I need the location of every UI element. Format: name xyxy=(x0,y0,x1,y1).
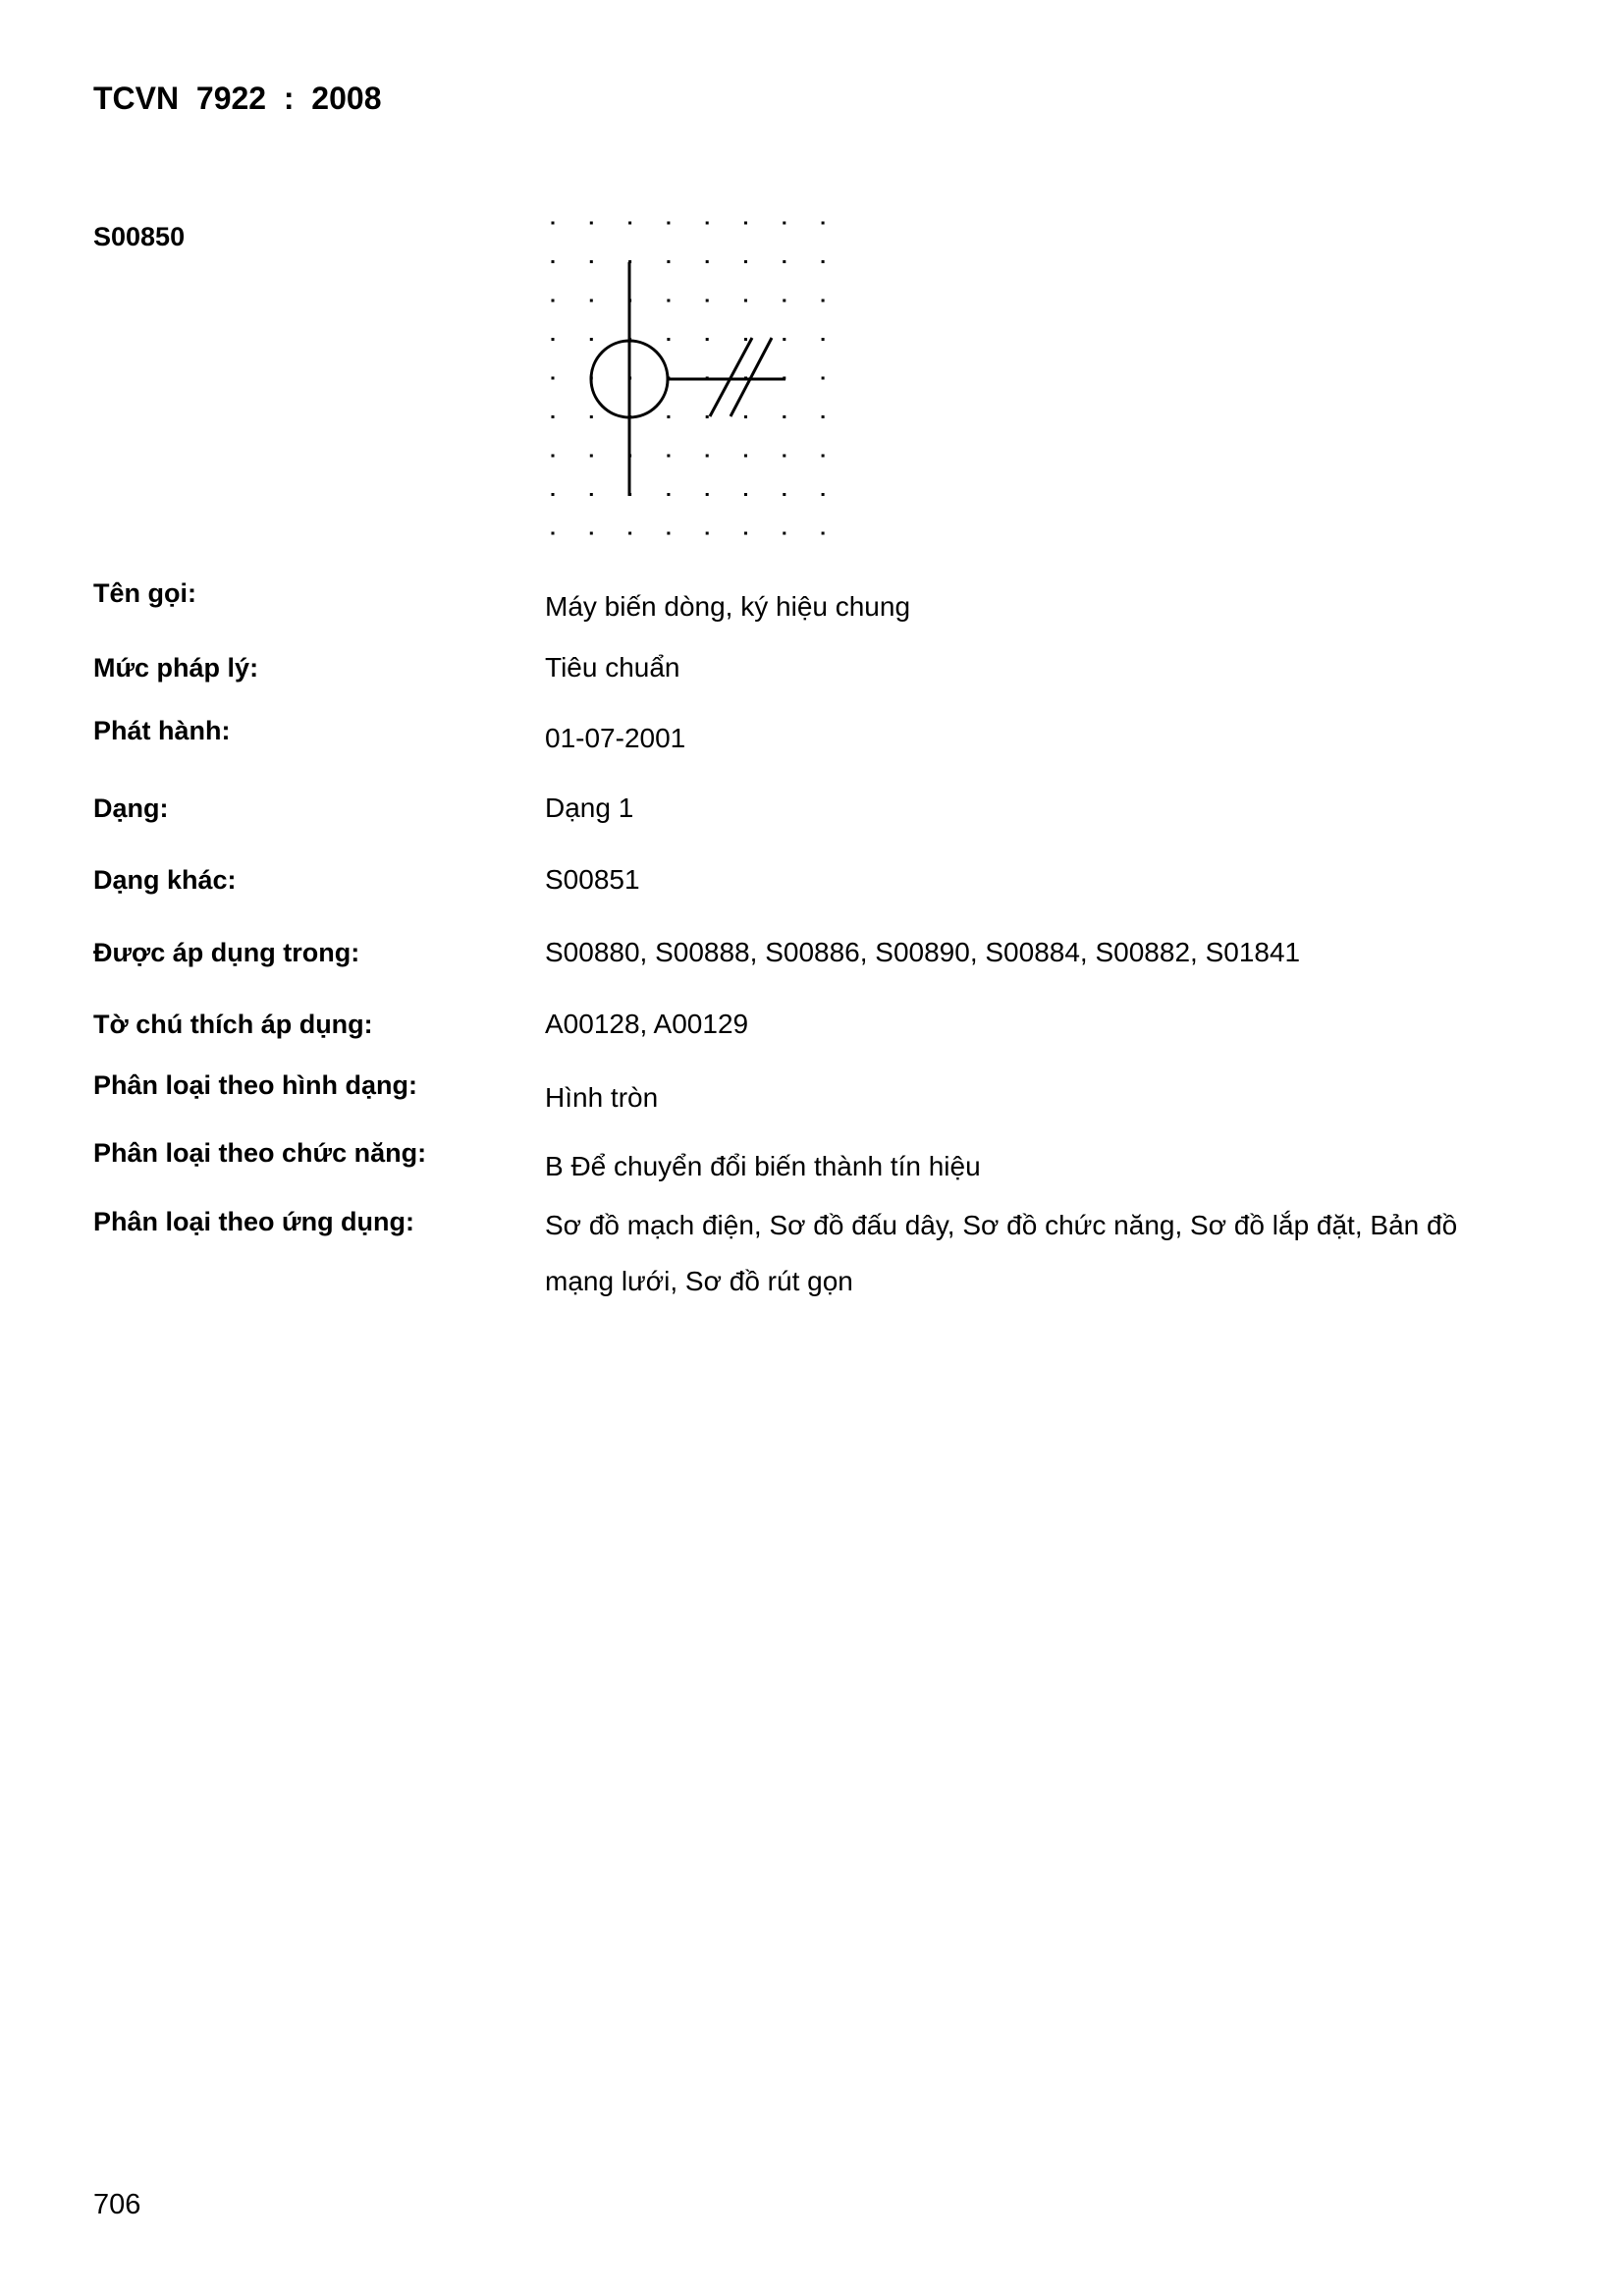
field-value-function-classification: B Để chuyển đổi biến thành tín hiệu xyxy=(545,1151,981,1181)
symbol-drawing xyxy=(591,262,785,496)
field-value-application-classification: Sơ đồ mạch điện, Sơ đồ đấu dây, Sơ đồ chức năng, Sơ đồ lắp đặt, Bản đồ mạng lưới, Sơ đồ rút gọn xyxy=(545,1210,1458,1296)
symbol-code: S00850 xyxy=(93,222,186,251)
grid-dot xyxy=(590,300,593,302)
grid-dot xyxy=(590,260,593,263)
grid-dot xyxy=(822,455,825,458)
field-value-legal-level: Tiêu chuẩn xyxy=(545,652,680,683)
grid-dot xyxy=(552,455,555,458)
grid-dot xyxy=(822,377,825,380)
field-label-annotation-sheets: Tờ chú thích áp dụng: xyxy=(93,1010,373,1039)
grid-dot xyxy=(706,222,709,225)
field-label-other-form: Dạng khác: xyxy=(93,865,237,895)
field-label-function-classification: Phân loại theo chức năng: xyxy=(93,1138,427,1168)
field-value-applied-in: S00880, S00888, S00886, S00890, S00884, S00882, S01841 xyxy=(545,937,1301,967)
grid-dot xyxy=(783,300,785,302)
field-label-shape-classification: Phân loại theo hình dạng: xyxy=(93,1070,417,1100)
grid-dot xyxy=(744,415,747,418)
grid-dot xyxy=(628,532,631,535)
field-label-applied-in: Được áp dụng trong: xyxy=(93,938,360,967)
grid-dot xyxy=(783,222,785,225)
grid-dot xyxy=(744,222,747,225)
grid-dot xyxy=(667,415,670,418)
grid-dot xyxy=(552,338,555,341)
grid-dot xyxy=(552,415,555,418)
field-value-issued: 01-07-2001 xyxy=(545,723,686,753)
current-transformer-symbol-icon xyxy=(530,196,854,560)
grid-dot xyxy=(590,222,593,225)
grid-dot xyxy=(783,532,785,535)
grid-dot xyxy=(822,300,825,302)
grid-dot xyxy=(822,222,825,225)
grid-dot xyxy=(667,455,670,458)
field-value-annotation-sheets: A00128, A00129 xyxy=(545,1009,749,1039)
grid-dot xyxy=(552,222,555,225)
grid-dot xyxy=(667,493,670,496)
grid-dot xyxy=(822,532,825,535)
field-value-form: Dạng 1 xyxy=(545,793,634,823)
grid-dot xyxy=(744,260,747,263)
grid-dot xyxy=(590,338,593,341)
grid-dot xyxy=(783,455,785,458)
grid-dot xyxy=(706,338,709,341)
grid-dot xyxy=(667,532,670,535)
page-number: 706 xyxy=(93,2189,141,2220)
grid-dot xyxy=(706,493,709,496)
grid-dot xyxy=(744,532,747,535)
grid-dot xyxy=(744,300,747,302)
grid-dot xyxy=(706,415,709,418)
field-label-form: Dạng: xyxy=(93,793,169,823)
grid-dot xyxy=(783,338,785,341)
grid-dot xyxy=(552,532,555,535)
field-label-application-classification: Phân loại theo ứng dụng: xyxy=(93,1207,415,1236)
grid-dot xyxy=(744,338,747,341)
field-value-shape-classification: Hình tròn xyxy=(545,1082,659,1113)
grid-dot xyxy=(667,222,670,225)
grid-dot xyxy=(706,455,709,458)
grid-dot xyxy=(783,260,785,263)
grid-dot xyxy=(667,260,670,263)
grid-dot xyxy=(822,415,825,418)
field-label-legal-level: Mức pháp lý: xyxy=(93,653,259,683)
grid-dot xyxy=(706,260,709,263)
grid-dot xyxy=(744,455,747,458)
field-label-name: Tên gọi: xyxy=(93,578,196,608)
grid-dot xyxy=(822,338,825,341)
grid-dot xyxy=(783,493,785,496)
grid-dot xyxy=(744,493,747,496)
grid-dot xyxy=(667,300,670,302)
slash-mark-2 xyxy=(731,338,772,416)
grid-dot xyxy=(628,222,631,225)
grid-dot xyxy=(667,338,670,341)
grid-dot xyxy=(552,493,555,496)
field-value-other-form: S00851 xyxy=(545,864,640,895)
field-label-issued: Phát hành: xyxy=(93,716,231,745)
grid-dot xyxy=(590,455,593,458)
grid-dot xyxy=(552,300,555,302)
grid-dot xyxy=(590,415,593,418)
grid-dot xyxy=(706,300,709,302)
grid-dot xyxy=(590,493,593,496)
grid-dot xyxy=(783,415,785,418)
grid-dot xyxy=(706,532,709,535)
grid-dot xyxy=(822,493,825,496)
document-title: TCVN 7922 : 2008 xyxy=(93,81,382,116)
grid-dot xyxy=(552,377,555,380)
field-value-name: Máy biến dòng, ký hiệu chung xyxy=(545,591,911,622)
grid-dot xyxy=(552,260,555,263)
grid-dot xyxy=(822,260,825,263)
grid-dot xyxy=(590,532,593,535)
